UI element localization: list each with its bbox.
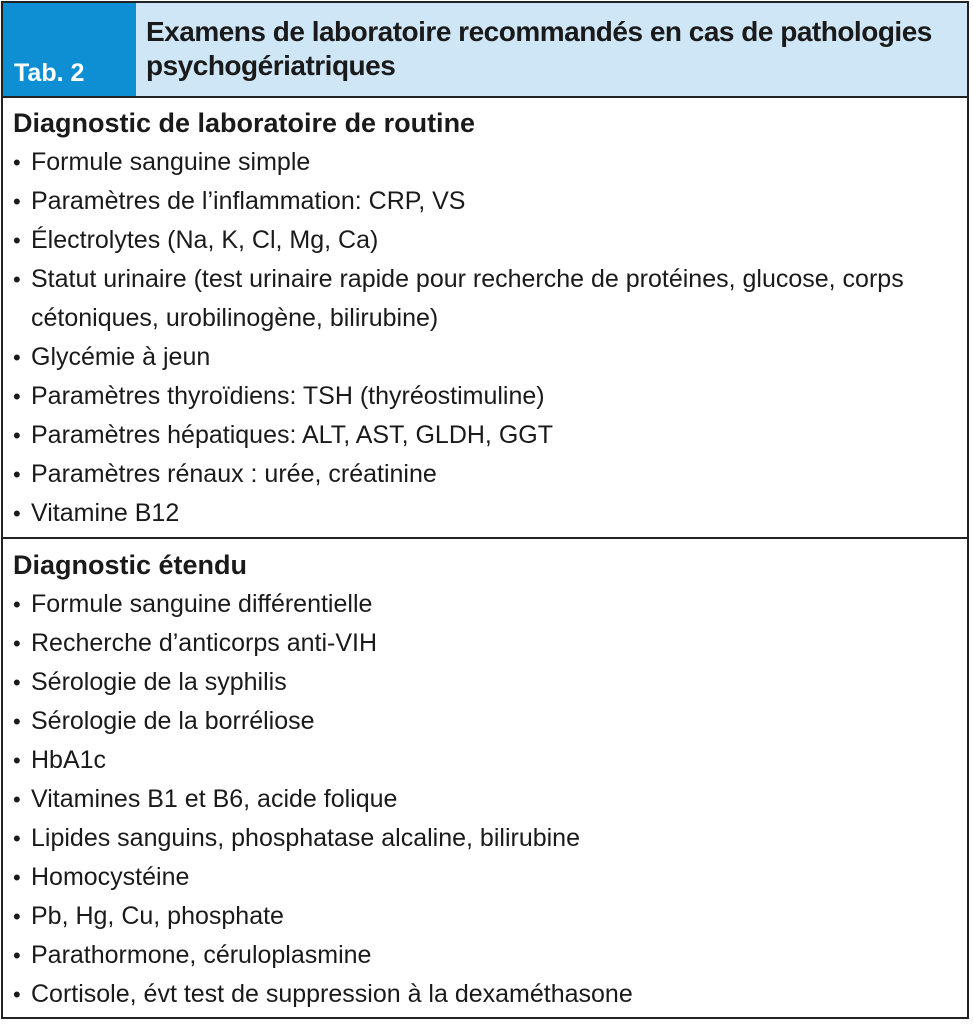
list-item-text: Homocystéine <box>31 863 190 891</box>
bullet-icon: • <box>13 670 21 695</box>
list-item-text: Sérologie de la borréliose <box>31 707 315 735</box>
list-item-text: Paramètres thyroïdiens: TSH (thyréostimuline) <box>31 382 545 410</box>
section-title: Diagnostic de laboratoire de routine <box>13 108 476 138</box>
list-item <box>13 780 957 819</box>
list-item <box>13 741 957 780</box>
bullet-icon: • <box>13 709 21 734</box>
list-item <box>13 455 957 494</box>
list-item-text: Glycémie à jeun <box>31 343 211 371</box>
list-item-text: Paramètres de l’inflammation: CRP, VS <box>31 187 466 215</box>
bullet-icon: • <box>13 228 21 253</box>
bullet-icon: • <box>13 501 21 526</box>
list-item-text: Pb, Hg, Cu, phosphate <box>31 902 284 930</box>
lab-exams-table <box>1 1 969 1019</box>
list-item-text: Paramètres rénaux : urée, créatinine <box>31 460 437 488</box>
list-item <box>13 377 957 416</box>
list-item <box>13 624 957 663</box>
list-item <box>13 338 957 377</box>
section-routine-diagnostic <box>3 107 967 539</box>
extended-item-list <box>13 585 957 1014</box>
list-item-text: Vitamine B12 <box>31 499 180 527</box>
list-item <box>13 936 957 975</box>
bullet-icon: • <box>13 267 21 292</box>
section-title: Diagnostic étendu <box>13 550 248 580</box>
table-header <box>3 3 967 98</box>
list-item-text: Vitamines B1 et B6, acide folique <box>31 785 398 813</box>
bullet-icon: • <box>13 189 21 214</box>
bullet-icon: • <box>13 787 21 812</box>
list-item-text: Statut urinaire (test urinaire rapide pour recherche de protéines, glucose, corps cétoniques, urobilinogène, bilirubine) <box>31 265 904 332</box>
bullet-icon: • <box>13 423 21 448</box>
bullet-icon: • <box>13 865 21 890</box>
list-item-text: HbA1c <box>31 746 107 774</box>
bullet-icon: • <box>13 748 21 773</box>
list-item <box>13 416 957 455</box>
list-item <box>13 663 957 702</box>
list-item-text: Lipides sanguins, phosphatase alcaline, bilirubine <box>31 824 580 852</box>
list-item-text: Électrolytes (Na, K, Cl, Mg, Ca) <box>31 226 379 254</box>
list-item <box>13 819 957 858</box>
list-item-text: Recherche d’anticorps anti-VIH <box>31 629 377 657</box>
bullet-icon: • <box>13 631 21 656</box>
list-item-text: Paramètres hépatiques: ALT, AST, GLDH, GGT <box>31 421 553 449</box>
bullet-icon: • <box>13 345 21 370</box>
list-item <box>13 221 957 260</box>
bullet-icon: • <box>13 826 21 851</box>
list-item-text: Parathormone, céruloplasmine <box>31 941 372 969</box>
list-item <box>13 260 957 338</box>
bullet-icon: • <box>13 904 21 929</box>
list-item <box>13 494 957 533</box>
list-item-text: Sérologie de la syphilis <box>31 668 287 696</box>
table-number-label: Tab. 2 <box>3 3 136 96</box>
list-item-text: Formule sanguine simple <box>31 148 311 176</box>
list-item-text: Formule sanguine différentielle <box>31 590 373 618</box>
section-extended-diagnostic <box>3 549 967 1014</box>
list-item <box>13 585 957 624</box>
bullet-icon: • <box>13 943 21 968</box>
list-item <box>13 182 957 221</box>
list-item <box>13 702 957 741</box>
bullet-icon: • <box>13 150 21 175</box>
bullet-icon: • <box>13 462 21 487</box>
table-title: Examens de laboratoire recommandés en cas de pathologies psychogériatriques <box>146 16 932 81</box>
list-item <box>13 975 957 1014</box>
list-item <box>13 143 957 182</box>
list-item-text: Cortisole, évt test de suppression à la dexaméthasone <box>31 980 633 1008</box>
bullet-icon: • <box>13 592 21 617</box>
list-item <box>13 897 957 936</box>
bullet-icon: • <box>13 982 21 1007</box>
routine-item-list <box>13 143 957 533</box>
bullet-icon: • <box>13 384 21 409</box>
list-item <box>13 858 957 897</box>
